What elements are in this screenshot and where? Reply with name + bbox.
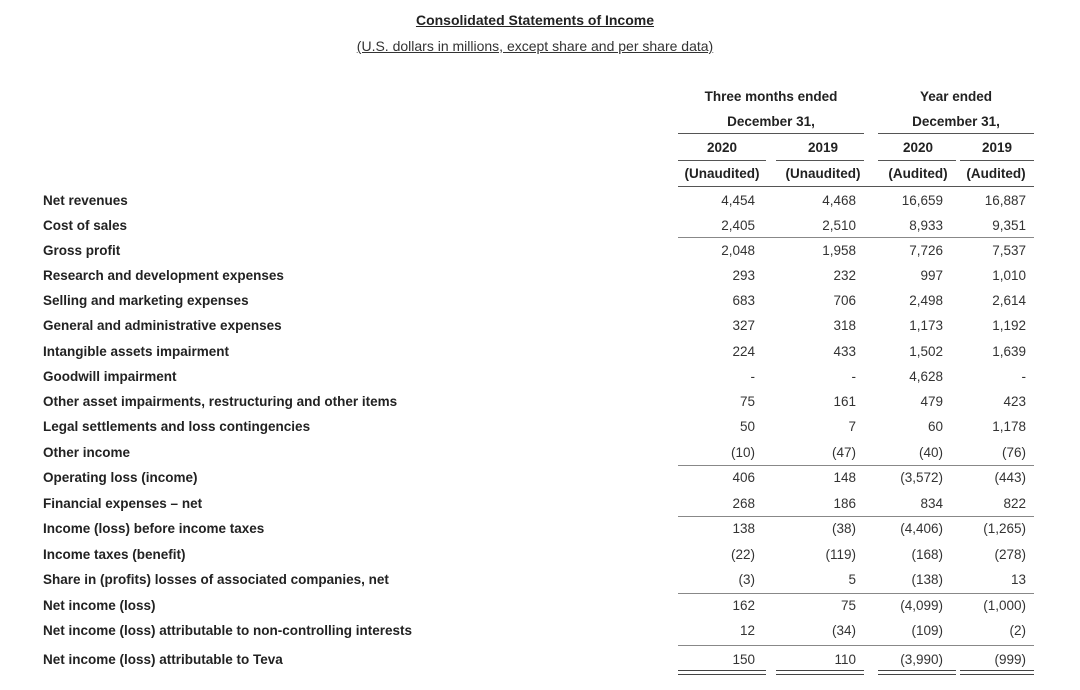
- row-value-col2: 1,958: [822, 243, 856, 258]
- row-value-col3: (4,099): [900, 598, 943, 613]
- table-row: [0, 189, 1080, 214]
- header-year-rule-col4: [960, 160, 1034, 161]
- row-value-col4: 7,537: [992, 243, 1026, 258]
- row-value-col3: (168): [911, 547, 943, 562]
- row-value-col1: 2,048: [721, 243, 755, 258]
- row-value-col1: 162: [732, 598, 755, 613]
- table-row: [0, 340, 1080, 365]
- row-value-col2: 433: [833, 344, 856, 359]
- header-audit-rule: [678, 186, 1034, 187]
- row-label: Intangible assets impairment: [43, 344, 230, 359]
- header-year-col3: 2020: [902, 140, 934, 155]
- row-value-col3: 4,628: [909, 369, 943, 384]
- header-year-rule-col1: [678, 160, 766, 161]
- row-value-col2: (119): [825, 547, 856, 562]
- rule-after-other-income: [678, 465, 1034, 466]
- row-value-col3: (40): [918, 445, 943, 460]
- table-row: [0, 466, 1080, 491]
- table-row: [0, 314, 1080, 339]
- row-value-col4: (278): [994, 547, 1026, 562]
- row-value-col1: 406: [732, 470, 755, 485]
- row-value-col1: 150: [732, 652, 755, 667]
- row-value-col1: 224: [732, 344, 755, 359]
- table-row: [0, 239, 1080, 264]
- table-row: [0, 390, 1080, 415]
- row-value-col4: (1,265): [983, 521, 1026, 536]
- header-three-months-line2: December 31,: [727, 114, 815, 129]
- table-row: [0, 415, 1080, 440]
- table-row: [0, 264, 1080, 289]
- row-value-col2: 2,510: [822, 218, 856, 233]
- row-value-col4: 1,192: [992, 318, 1026, 333]
- row-value-col2: 161: [833, 394, 856, 409]
- header-year-rule-col3: [878, 160, 956, 161]
- row-value-col4: (999): [994, 652, 1026, 667]
- row-label: Other asset impairments, restructuring and other items: [43, 394, 398, 409]
- row-value-col2: 5: [848, 572, 856, 587]
- row-value-col1: 4,454: [721, 193, 755, 208]
- double-rule-col1: [678, 670, 766, 675]
- header-year-line1: Year ended: [919, 89, 993, 104]
- row-label: Other income: [43, 445, 131, 460]
- header-three-months-rule: [678, 133, 864, 134]
- row-value-col4: 423: [1003, 394, 1026, 409]
- row-label: Income taxes (benefit): [43, 547, 186, 562]
- row-label: Net income (loss) attributable to non-controlling interests: [43, 623, 413, 638]
- table-row: [0, 594, 1080, 619]
- row-value-col1: 683: [732, 293, 755, 308]
- table-row: [0, 619, 1080, 644]
- row-value-col4: 822: [1003, 496, 1026, 511]
- row-value-col2: 186: [833, 496, 856, 511]
- double-rule-col4: [960, 670, 1034, 675]
- row-label: Income (loss) before income taxes: [43, 521, 265, 536]
- row-value-col2: (34): [831, 623, 856, 638]
- row-label: Legal settlements and loss contingencies: [43, 419, 311, 434]
- row-value-col4: (76): [1001, 445, 1026, 460]
- row-value-col3: 60: [927, 419, 943, 434]
- row-label: Share in (profits) losses of associated companies, net: [43, 572, 389, 587]
- row-value-col2: 7: [848, 419, 856, 434]
- row-label: Goodwill impairment: [43, 369, 177, 384]
- row-value-col1: (3): [738, 572, 755, 587]
- header-three-months-line1: Three months ended: [704, 89, 838, 104]
- row-label: Financial expenses – net: [43, 496, 203, 511]
- row-value-col4: 1,639: [992, 344, 1026, 359]
- row-value-col4: (2): [1009, 623, 1026, 638]
- table-row: [0, 441, 1080, 466]
- row-value-col1: (22): [730, 547, 755, 562]
- row-value-col4: (443): [994, 470, 1026, 485]
- row-value-col3: 479: [920, 394, 943, 409]
- row-value-col4: 13: [1010, 572, 1026, 587]
- row-value-col1: 2,405: [721, 218, 755, 233]
- row-value-col2: 148: [833, 470, 856, 485]
- row-label: Selling and marketing expenses: [43, 293, 249, 308]
- row-value-col3: 1,173: [909, 318, 943, 333]
- row-label: Cost of sales: [43, 218, 128, 233]
- row-value-col4: 1,010: [992, 268, 1026, 283]
- row-value-col4: 9,351: [992, 218, 1026, 233]
- row-value-col3: 7,726: [909, 243, 943, 258]
- row-value-col2: 318: [833, 318, 856, 333]
- header-year-col1: 2020: [706, 140, 738, 155]
- table-row: [0, 543, 1080, 568]
- rule-after-cost-of-sales: [678, 237, 1034, 238]
- row-value-col1: 293: [732, 268, 755, 283]
- rule-after-non-controlling: [678, 645, 1034, 646]
- row-value-col1: 268: [732, 496, 755, 511]
- row-label: Net revenues: [43, 193, 128, 208]
- statement-subtitle: (U.S. dollars in millions, except share and per share data): [356, 38, 714, 54]
- header-year-col2: 2019: [807, 140, 839, 155]
- row-value-col2: (38): [831, 521, 856, 536]
- header-year-rule: [878, 133, 1034, 134]
- row-value-col4: (1,000): [983, 598, 1026, 613]
- double-rule-col2: [776, 670, 864, 675]
- row-value-col1: 327: [732, 318, 755, 333]
- row-label: Net income (loss) attributable to Teva: [43, 652, 283, 667]
- row-value-col3: 8,933: [909, 218, 943, 233]
- row-value-col2: 706: [833, 293, 856, 308]
- table-row: [0, 214, 1080, 239]
- header-audit-col1: (Unaudited): [684, 166, 760, 181]
- header-year-rule-col2: [776, 160, 864, 161]
- row-value-col3: 2,498: [909, 293, 943, 308]
- rule-after-financial-expenses: [678, 516, 1034, 517]
- header-year-col4: 2019: [981, 140, 1013, 155]
- row-value-col3: 834: [920, 496, 943, 511]
- row-value-col3: (3,990): [900, 652, 943, 667]
- table-row: [0, 568, 1080, 593]
- header-audit-col3: (Audited): [888, 166, 948, 181]
- row-value-col4: 1,178: [992, 419, 1026, 434]
- row-value-col1: 138: [732, 521, 755, 536]
- row-label: Operating loss (income): [43, 470, 198, 485]
- row-value-col3: (138): [911, 572, 943, 587]
- row-value-col3: (4,406): [900, 521, 943, 536]
- row-value-col1: 50: [739, 419, 755, 434]
- header-audit-col4: (Audited): [966, 166, 1026, 181]
- row-value-col1: 75: [739, 394, 755, 409]
- header-year-line2: December 31,: [912, 114, 1000, 129]
- double-rule-col3: [878, 670, 956, 675]
- table-row: [0, 492, 1080, 517]
- row-value-col4: 2,614: [992, 293, 1026, 308]
- row-label: Net income (loss): [43, 598, 156, 613]
- row-value-col3: 1,502: [909, 344, 943, 359]
- rule-after-associated-companies: [678, 593, 1034, 594]
- row-value-col2: (47): [831, 445, 856, 460]
- row-value-col1: -: [750, 369, 755, 384]
- row-value-col3: (109): [911, 623, 943, 638]
- row-value-col4: -: [1021, 369, 1026, 384]
- row-value-col4: 16,887: [984, 193, 1026, 208]
- table-row: [0, 517, 1080, 542]
- table-row: [0, 365, 1080, 390]
- header-audit-col2: (Unaudited): [785, 166, 861, 181]
- table-row: [0, 289, 1080, 314]
- row-value-col3: 16,659: [901, 193, 943, 208]
- statement-title: Consolidated Statements of Income: [415, 12, 655, 28]
- row-value-col3: 997: [920, 268, 943, 283]
- row-value-col1: 12: [739, 623, 755, 638]
- row-value-col2: -: [851, 369, 856, 384]
- row-value-col1: (10): [730, 445, 755, 460]
- row-value-col2: 4,468: [822, 193, 856, 208]
- row-value-col2: 232: [833, 268, 856, 283]
- row-label: Gross profit: [43, 243, 121, 258]
- row-value-col2: 110: [834, 652, 856, 667]
- row-label: Research and development expenses: [43, 268, 284, 283]
- row-value-col3: (3,572): [900, 470, 943, 485]
- row-label: General and administrative expenses: [43, 318, 282, 333]
- row-value-col2: 75: [840, 598, 856, 613]
